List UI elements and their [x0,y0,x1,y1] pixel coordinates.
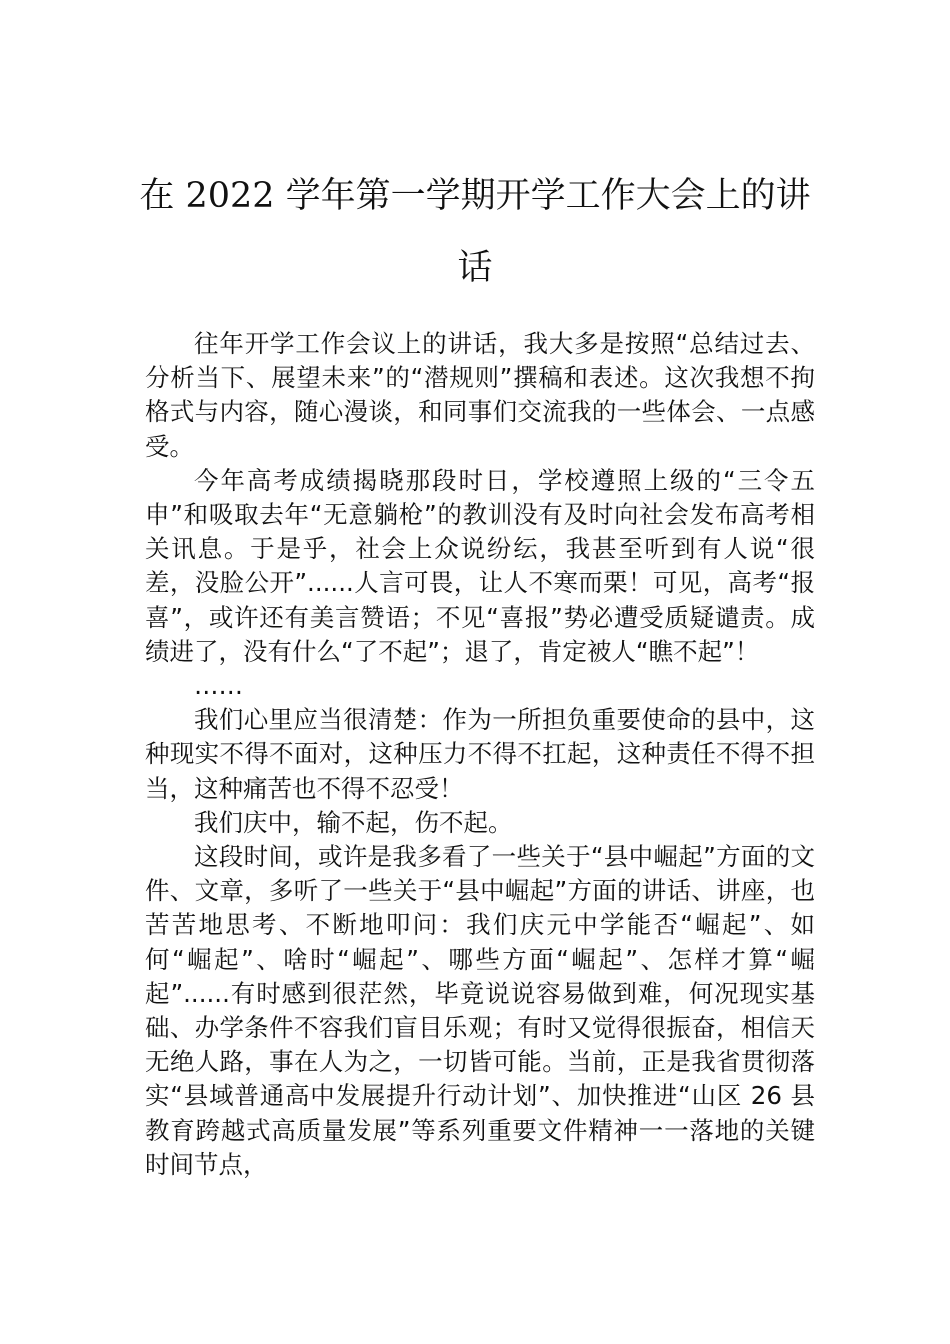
ellipsis-paragraph: …… [194,671,243,701]
paragraph: 这段时间，或许是我多看了一些关于“县中崛起”方面的文件、文章，多听了一些关于“县中崛起”方面的讲话、讲座，也苦苦地思考、不断地叩问：我们庆元中学能否“崛起”、如何“崛起”、啥时“崛起”、哪些方面“崛起”、怎样才算“崛起”......有时感到很茫然，毕竟说说容易做到难，何况现实基础、办学条件不容我们盲目乐观；有时又觉得很振奋，相信天无绝人路，事在人为之，一切皆可能。当前，正是我省贯彻落实“县域普通高中发展提升行动计划”、加快推进“山区 26 县教育跨越式高质量发展”等系列重要文件精神一一落地的关键时间节点， [145,842,815,1179]
document-body [145,327,815,1182]
paragraph: 我们庆中，输不起，伤不起。 [194,807,513,837]
paragraph: 今年高考成绩揭晓那段时日，学校遵照上级的“三令五申”和吸取去年“无意躺枪”的教训没有及时向社会发布高考相关讯息。于是乎，社会上众说纷纭，我甚至听到有人说“很差，没脸公开”......人言可畏，让人不寒而栗！可见，高考“报喜”，或许还有美言赞语；不见“喜报”势必遭受质疑谴责。成绩进了，没有什么“了不起”；退了，肯定被人“瞧不起”！ [145,465,815,666]
paragraph: 我们心里应当很清楚：作为一所担负重要使命的县中，这种现实不得不面对，这种压力不得不扛起，这种责任不得不担当，这种痛苦也不得不忍受！ [145,705,815,803]
document-title: 在 2022 学年第一学期开学工作大会上的讲话 [139,176,811,288]
paragraph: 往年开学工作会议上的讲话，我大多是按照“总结过去、分析当下、展望未来”的“潜规则”撰稿和表述。这次我想不拘格式与内容，随心漫谈，和同事们交流我的一些体会、一点感受。 [145,329,815,461]
